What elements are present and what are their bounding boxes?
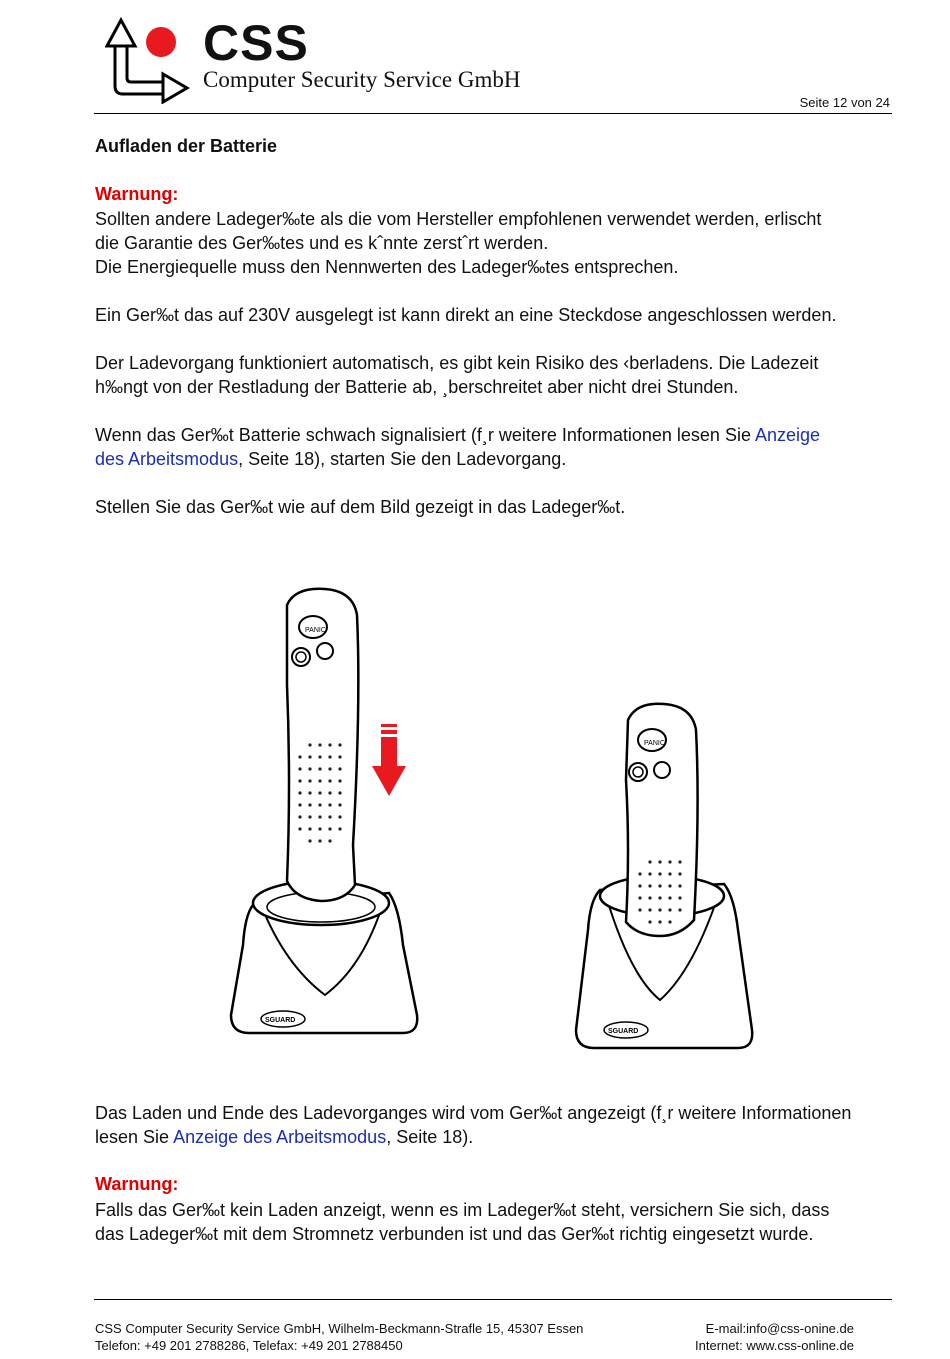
device-charging-illustration	[560, 700, 760, 1060]
link-operating-mode-2[interactable]: Anzeige des Arbeitsmodus	[173, 1127, 387, 1147]
paragraph-auto-1: Der Ladevorgang funktioniert automatisch, es gibt kein Risiko des ‹berladens. Die Ladezeit	[95, 353, 819, 373]
link-operating-mode[interactable]: Anzeige	[754, 425, 821, 445]
warning-text-1: Sollten andere Ladeger‰te als die vom Hersteller empfohlenen verwendet werden, erlischt	[95, 209, 822, 229]
footer-divider	[94, 1299, 892, 1300]
paragraph-place: Stellen Sie das Ger‰t wie auf dem Bild gezeigt in das Ladeger‰t.	[95, 497, 626, 517]
paragraph-weak-text: Wenn das Ger‰t Batterie schwach signalisiert (f¸r weitere Informationen lesen Sie	[95, 425, 755, 445]
link-operating-mode-cont[interactable]: des Arbeitsmodus	[95, 449, 239, 469]
company-logo-icon	[105, 14, 195, 104]
section-title: Aufladen der Batterie	[95, 136, 278, 156]
company-name: Computer Security Service GmbH	[203, 67, 521, 92]
brand-name: CSS	[203, 15, 309, 71]
header-divider	[94, 113, 892, 114]
warning2-text-1: Falls das Ger‰t kein Laden anzeigt, wenn es im Ladeger‰t steht, versichern Sie sich, dass	[95, 1200, 830, 1220]
warning-text-3: Die Energiequelle muss den Nennwerten des Ladeger‰tes entsprechen.	[95, 257, 679, 277]
base-logo-label-2: SGUARD	[608, 1028, 639, 1035]
base-logo-label: SGUARD	[265, 1017, 296, 1024]
panic-button-label-2: PANIC	[644, 740, 665, 747]
warning-label: Warnung:	[95, 184, 179, 204]
down-arrow-icon	[370, 724, 410, 800]
warning-label-2: Warnung:	[95, 1174, 179, 1194]
paragraph-weak-tail: , Seite 18), starten Sie den Ladevorgang.	[238, 449, 567, 469]
paragraph-weak-1	[95, 423, 895, 447]
paragraph-show-1: Das Laden und Ende des Ladevorganges wird vom Ger‰t angezeigt (f¸r weitere Informationen	[95, 1103, 852, 1123]
paragraph-weak-2	[95, 447, 895, 471]
footer-address: CSS Computer Security Service GmbH, Wilhelm-Beckmann-Straﬂe 15, 45307 Essen	[95, 1321, 584, 1336]
footer-email[interactable]: E-mail:info@css-onine.de	[705, 1321, 854, 1336]
warning-text-2: die Garantie des Ger‰tes und es kˆnnte zerstˆrt werden.	[95, 233, 549, 253]
page-number: Seite 12 von 24	[799, 95, 890, 110]
paragraph-show-tail: , Seite 18).	[386, 1127, 474, 1147]
footer-phone: Telefon: +49 201 2788286, Telefax: +49 201 2788450	[95, 1338, 403, 1353]
footer-website[interactable]: Internet: www.css-online.de	[695, 1338, 854, 1353]
paragraph-show-text: lesen Sie	[95, 1127, 174, 1147]
panic-button-label: PANIC	[305, 627, 326, 634]
paragraph-230v: Ein Ger‰t das auf 230V ausgelegt ist kann direkt an eine Steckdose angeschlossen werden.	[95, 305, 837, 325]
device-insert-illustration	[225, 585, 425, 1045]
paragraph-show-2	[95, 1125, 895, 1149]
warning2-text-2: das Ladeger‰t mit dem Stromnetz verbunden ist und das Ger‰t richtig eingesetzt wurde.	[95, 1224, 814, 1244]
paragraph-auto-2: h‰ngt von der Restladung der Batterie ab, ¸berschreitet aber nicht drei Stunden.	[95, 377, 739, 397]
